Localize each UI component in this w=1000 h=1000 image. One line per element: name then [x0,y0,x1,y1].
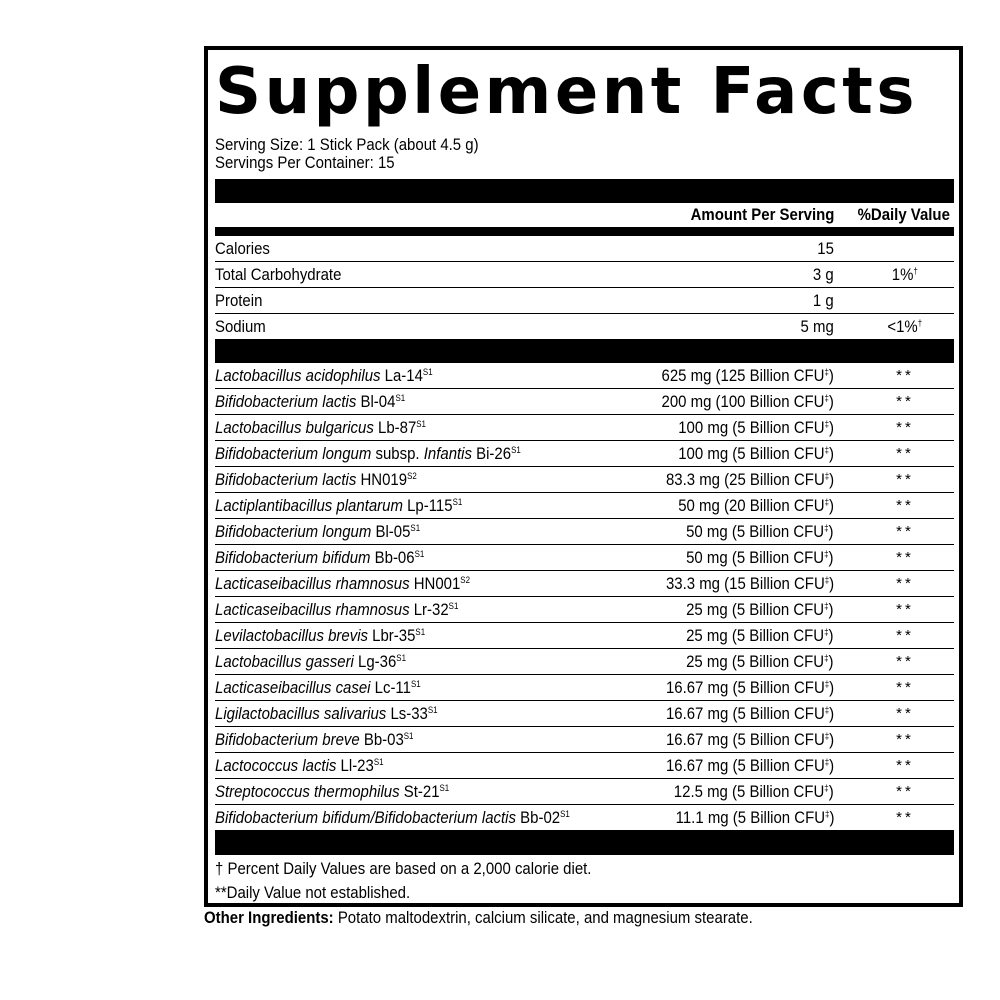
species-name: Lactobacillus acidophilus [215,366,381,385]
species-name: Lactobacillus bulgaricus [215,418,374,437]
nutrient-daily-value [855,288,955,314]
strain-code: Lbr-35 [368,626,416,645]
strain-code: Bl-05 [371,522,411,541]
probiotic-name-text [215,415,426,441]
probiotic-row [215,649,954,675]
probiotic-daily-value: ** [896,653,914,670]
source-mark: S1 [403,731,414,741]
nutrient-list [215,236,954,340]
species-name: Bifidobacterium lactis [215,470,357,489]
probiotic-daily-value: ** [896,679,914,696]
double-dagger-mark: ‡ [824,627,830,637]
divider-thick [215,830,954,855]
amount-close: ) [829,470,834,489]
other-ingredients-text: Potato maltodextrin, calcium silicate, and magnesium stearate. [333,908,753,927]
nutrient-name-text: Sodium [215,317,266,336]
species-name: Lacticaseibacillus casei [215,678,371,697]
probiotic-amount-text [662,389,834,415]
probiotic-name [215,727,441,753]
source-mark: S1 [410,523,421,533]
probiotic-amount [666,519,834,545]
strain-code: Bi-26 [471,444,512,463]
probiotic-amount [638,363,834,389]
subspecies-name: Infantis [423,444,472,463]
amount-close: ) [829,444,834,463]
species-name: Bifidobacterium lactis [215,392,357,411]
probiotic-name [215,415,455,441]
probiotic-daily-value: ** [896,731,914,748]
strain-code: Ls-33 [386,704,428,723]
serving-size: Serving Size: 1 Stick Pack (about 4.5 g) [215,135,479,154]
probiotic-name [215,389,431,415]
probiotic-name-text [215,779,449,805]
source-mark: S1 [422,367,433,377]
nutrient-name [215,288,269,314]
probiotic-row [215,597,954,623]
double-dagger-mark: ‡ [824,653,830,663]
amount-close: ) [829,522,834,541]
strain-code: Bl-04 [356,392,396,411]
species-name: Lacticaseibacillus rhamnosus [215,574,410,593]
amount-value: 50 mg (5 Billion CFU [686,522,825,541]
amount-close: ) [829,574,834,593]
species-name: Levilactobacillus brevis [215,626,369,645]
probiotic-list [215,363,954,831]
probiotic-amount [652,779,834,805]
probiotic-row [215,545,954,571]
probiotic-amount-text [666,701,834,727]
source-mark: S1 [452,497,463,507]
dagger-mark: † [917,318,923,328]
amount-value: 100 mg (5 Billion CFU [678,444,825,463]
probiotic-daily-value: ** [896,627,914,644]
amount-value: 16.67 mg (5 Billion CFU [665,730,825,749]
double-dagger-mark: ‡ [824,757,830,767]
amount-close: ) [829,392,834,411]
double-dagger-mark: ‡ [824,679,830,689]
strain-code: HN019 [356,470,408,489]
probiotic-amount [666,649,834,675]
amount-close: ) [829,600,834,619]
other-ingredients-line [204,906,753,930]
probiotic-name [215,571,505,597]
probiotic-row [215,389,954,415]
probiotic-name-text [215,675,421,701]
probiotic-daily-value: ** [896,783,914,800]
nutrient-amount-text: 1 g [813,291,834,310]
amount-close: ) [829,418,834,437]
nutrient-row [215,262,954,288]
probiotic-name-text [215,389,405,415]
nutrient-daily-value [855,262,955,288]
probiotic-amount-text [687,519,834,545]
strain-code: Bb-06 [370,548,415,567]
probiotic-name [215,597,492,623]
probiotic-amount-text [674,779,834,805]
probiotic-amount [638,389,834,415]
other-ingredients [204,906,828,930]
amount-close: ) [829,782,834,801]
source-mark: S2 [407,471,417,481]
strain-code: St-21 [399,782,440,801]
probiotic-name-text [215,649,406,675]
footnote-dv [215,857,954,881]
amount-value: 16.67 mg (5 Billion CFU [665,756,825,775]
nutrient-name-text: Protein [215,291,263,310]
amount-value: 50 mg (5 Billion CFU [686,548,825,567]
probiotic-amount-text [666,467,834,493]
source-mark: S1 [396,653,406,663]
probiotic-row [215,675,954,701]
probiotic-name-text [215,753,384,779]
nutrient-name [215,262,359,288]
source-mark: S1 [414,549,425,559]
double-dagger-mark: ‡ [824,393,830,403]
probiotic-row [215,727,954,753]
species-name: Bifidobacterium breve [215,730,360,749]
amount-close: ) [829,678,834,697]
probiotic-name-text [215,545,424,571]
nutrient-daily-value-text [888,314,923,340]
probiotic-daily-value: ** [896,575,914,592]
probiotic-amount-text [687,649,834,675]
amount-close: ) [829,652,834,671]
probiotic-row [215,701,954,727]
other-ingredients-label: Other Ingredients: [204,908,334,927]
probiotic-amount-text [675,805,834,831]
probiotic-daily-value: ** [896,497,914,514]
probiotic-amount [643,753,834,779]
probiotic-amount [643,571,834,597]
amount-value: 25 mg (5 Billion CFU [686,626,825,645]
probiotic-row [215,753,954,779]
probiotic-daily-value: ** [896,419,914,436]
nutrient-daily-value [855,236,955,262]
probiotic-daily-value: ** [896,445,914,462]
strain-code: La-14 [380,366,423,385]
strain-code: Bb-03 [359,730,404,749]
strain-code: Lr-32 [409,600,449,619]
strain-code: Lg-36 [353,652,397,671]
probiotic-name [215,545,453,571]
strain-code: Bb-02 [516,808,561,827]
probiotic-name [215,649,432,675]
nutrient-name-text: Calories [215,239,270,258]
species-name: Bifidobacterium longum [215,522,372,541]
amount-value: 200 mg (100 Billion CFU [661,392,825,411]
probiotic-row [215,623,954,649]
amount-close: ) [829,704,834,723]
strain-code: Lb-87 [373,418,417,437]
double-dagger-mark: ‡ [824,523,830,533]
column-header-row [215,203,954,227]
probiotic-name-text [215,597,458,623]
probiotic-name [215,675,449,701]
source-mark: S1 [395,393,406,403]
divider-medium [215,227,954,236]
double-dagger-mark: ‡ [824,549,830,559]
probiotic-amount-text [678,441,834,467]
nutrient-amount [810,262,834,288]
footnote-dv-text: † Percent Daily Values are based on a 2,000 calorie diet. [215,859,592,878]
strain-code: Ll-23 [336,756,374,775]
probiotic-name-text [215,623,425,649]
footnote-stars [215,881,954,905]
amount-close: ) [829,756,834,775]
probiotic-name [215,363,462,389]
amount-value: 25 mg (5 Billion CFU [686,652,825,671]
nutrient-row [215,314,954,340]
probiotic-name-text [215,727,413,753]
panel-title: Supplement Facts [215,55,918,129]
source-mark: S1 [439,783,450,793]
probiotic-amount [666,597,834,623]
probiotic-amount-text [678,415,834,441]
amount-header-text: Amount Per Serving [690,205,834,224]
probiotic-name-text [215,519,420,545]
probiotic-amount [643,467,834,493]
nutrient-daily-value-text [892,262,918,288]
probiotic-amount [666,545,834,571]
nutrient-row [215,288,954,314]
supplement-facts-panel [204,46,963,907]
probiotic-amount [657,493,834,519]
amount-value: 100 mg (5 Billion CFU [678,418,825,437]
double-dagger-mark: ‡ [824,419,830,429]
nutrient-amount-text: 3 g [813,265,834,284]
strain-code: HN001 [409,574,461,593]
nutrient-name [215,314,273,340]
probiotic-daily-value: ** [896,705,914,722]
strain-code: subsp. [371,444,424,463]
amount-close: ) [829,548,834,567]
species-name: Streptococcus thermophilus [215,782,400,801]
double-dagger-mark: ‡ [824,575,830,585]
amount-value: 12.5 mg (5 Billion CFU [674,782,825,801]
source-mark: S1 [373,757,384,767]
probiotic-row [215,415,954,441]
probiotic-amount [643,675,834,701]
probiotic-name-text [215,701,438,727]
double-dagger-mark: ‡ [824,367,830,377]
nutrient-row [215,236,954,262]
probiotic-amount-text [666,753,834,779]
nutrient-name-text: Total Carbohydrate [215,265,342,284]
amount-value: 50 mg (20 Billion CFU [678,496,825,515]
probiotic-daily-value: ** [896,367,914,384]
amount-value: 16.67 mg (5 Billion CFU [665,704,825,723]
probiotic-amount-text [687,597,834,623]
strain-code: Lp-115 [402,496,453,515]
probiotic-daily-value: ** [896,523,914,540]
species-name: Lactobacillus gasseri [215,652,354,671]
source-mark: S1 [448,601,459,611]
probiotic-row [215,779,954,805]
double-dagger-mark: ‡ [824,497,830,507]
probiotic-daily-value: ** [896,757,914,774]
probiotic-amount-text [687,545,834,571]
probiotic-amount [643,727,834,753]
source-mark: S1 [511,445,521,455]
nutrient-amount-text: 5 mg [800,317,834,336]
strain-code: Lc-11 [370,678,411,697]
species-name: Bifidobacterium longum [215,444,372,463]
probiotic-amount [643,701,834,727]
species-name: Bifidobacterium bifidum/Bifidobacterium lactis [215,808,517,827]
probiotic-row [215,805,954,831]
amount-value: 25 mg (5 Billion CFU [686,600,825,619]
divider-thick [215,339,954,363]
double-dagger-mark: ‡ [824,601,830,611]
probiotic-amount-text [678,493,834,519]
daily-value-header [845,203,950,227]
double-dagger-mark: ‡ [824,783,830,793]
probiotic-daily-value: ** [896,601,914,618]
nutrient-amount-text: 15 [817,239,834,258]
probiotic-amount [666,623,834,649]
probiotic-name-text [215,571,470,597]
servings-per-container: Servings Per Container: 15 [215,153,395,172]
probiotic-daily-value: ** [896,471,914,488]
nutrient-dv-value: <1% [887,317,918,336]
source-mark: S1 [410,679,421,689]
double-dagger-mark: ‡ [824,445,830,455]
probiotic-row [215,519,954,545]
probiotic-amount-text [687,623,834,649]
probiotic-amount-text [662,363,834,389]
probiotic-daily-value: ** [896,393,914,410]
probiotic-amount [657,441,834,467]
probiotic-row [215,493,954,519]
amount-value: 11.1 mg (5 Billion CFU [675,808,825,827]
probiotic-row [215,441,954,467]
probiotic-name-text [215,493,462,519]
amount-header [671,203,834,227]
amount-close: ) [829,366,834,385]
probiotic-row [215,467,954,493]
probiotic-name [215,753,407,779]
probiotic-row [215,571,954,597]
amount-value: 625 mg (125 Billion CFU [661,366,825,385]
amount-close: ) [829,730,834,749]
probiotic-daily-value: ** [896,549,914,566]
amount-close: ) [829,626,834,645]
amount-close: ) [829,808,834,827]
species-name: Lactiplantibacillus plantarum [215,496,403,515]
nutrient-amount [810,288,834,314]
divider-thick [215,179,954,203]
probiotic-name-text [215,467,417,493]
double-dagger-mark: ‡ [824,471,830,481]
probiotic-name [215,805,618,831]
probiotic-name [215,779,481,805]
probiotic-name [215,441,562,467]
amount-value: 83.3 mg (25 Billion CFU [665,470,825,489]
source-mark: S1 [415,627,426,637]
probiotic-name [215,623,454,649]
probiotic-amount [654,805,834,831]
probiotic-name [215,493,496,519]
probiotic-amount [657,415,834,441]
source-mark: S1 [416,419,426,429]
nutrient-amount [815,236,834,262]
dagger-mark: † [913,266,919,276]
nutrient-daily-value [855,314,955,340]
probiotic-name [215,467,444,493]
probiotic-name-text [215,805,570,831]
probiotic-name-text [215,441,521,467]
probiotic-amount-text [666,727,834,753]
double-dagger-mark: ‡ [824,705,830,715]
nutrient-dv-value: 1% [891,265,914,284]
footnote-stars-text: **Daily Value not established. [215,883,411,902]
probiotic-row [215,363,954,389]
probiotic-name [215,519,448,545]
species-name: Bifidobacterium bifidum [215,548,371,567]
panel-inner [215,50,954,903]
nutrient-amount [796,314,834,340]
probiotic-daily-value: ** [896,809,914,826]
daily-value-header-text: %Daily Value [857,205,950,224]
probiotic-amount-text [666,675,834,701]
probiotic-name [215,701,468,727]
double-dagger-mark: ‡ [824,731,830,741]
source-mark: S2 [460,575,470,585]
double-dagger-mark: ‡ [824,809,830,819]
probiotic-amount-text [666,571,834,597]
source-mark: S1 [427,705,438,715]
amount-value: 33.3 mg (15 Billion CFU [665,574,825,593]
probiotic-name-text [215,363,433,389]
species-name: Ligilactobacillus salivarius [215,704,387,723]
source-mark: S1 [560,809,570,819]
species-name: Lacticaseibacillus rhamnosus [215,600,410,619]
nutrient-name [215,236,277,262]
species-name: Lactococcus lactis [215,756,337,775]
amount-close: ) [829,496,834,515]
amount-value: 16.67 mg (5 Billion CFU [665,678,825,697]
